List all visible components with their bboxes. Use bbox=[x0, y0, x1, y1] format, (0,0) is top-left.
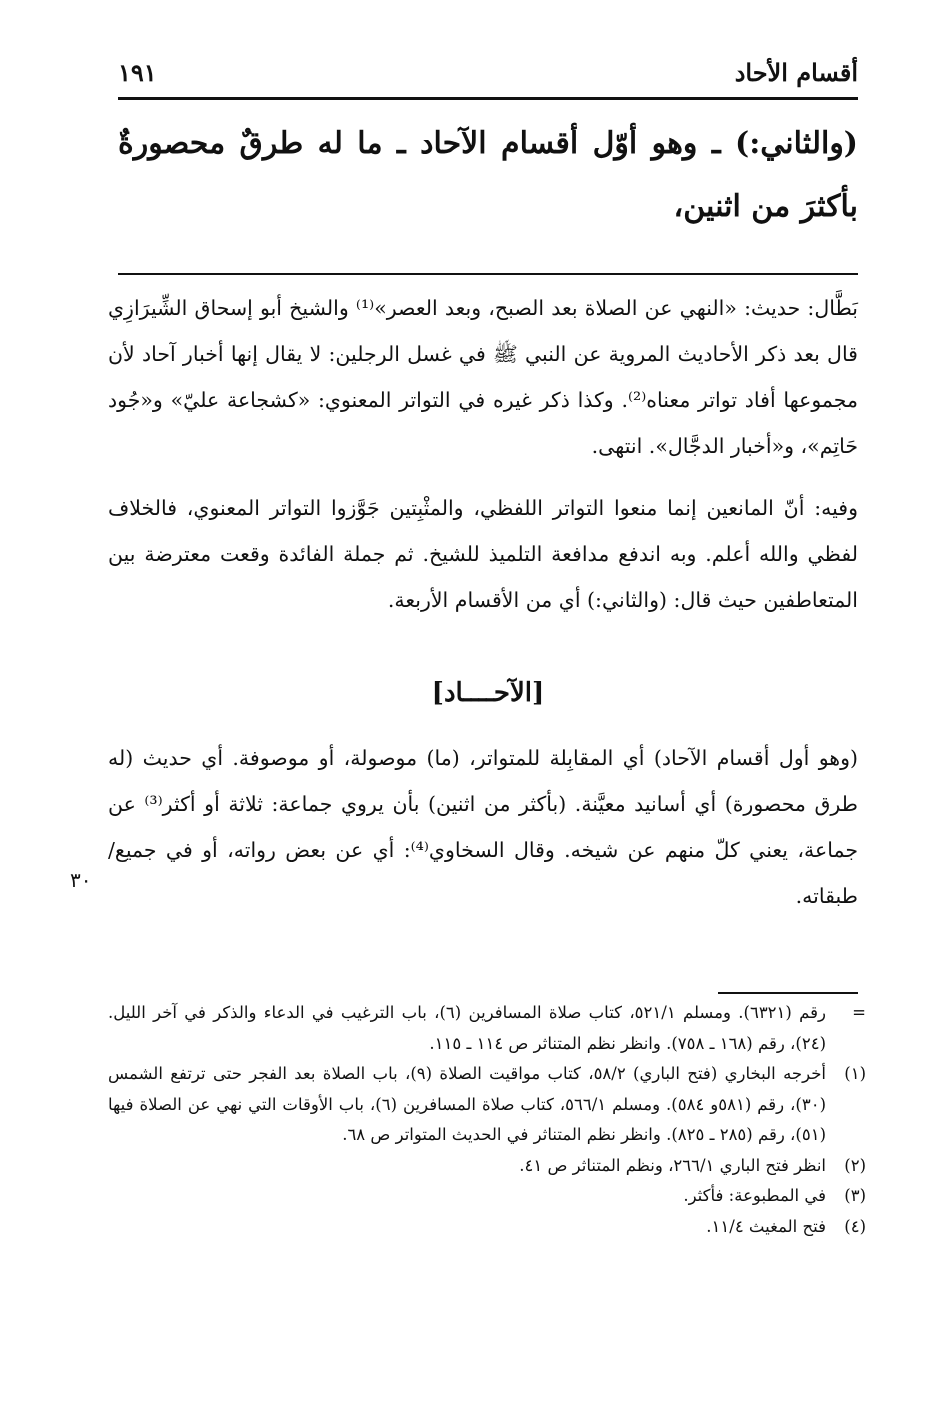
footnotes bbox=[108, 998, 866, 1242]
footnote-marker: (٣) bbox=[844, 1186, 866, 1205]
footnote-marker: (٢) bbox=[844, 1155, 866, 1175]
footnote-marker: = bbox=[852, 1003, 866, 1022]
footnote bbox=[108, 1212, 866, 1243]
page-number: ١٩١ bbox=[118, 58, 157, 87]
footnote-text: فتح المغيث ١١/٤. bbox=[706, 1216, 826, 1236]
header-rule bbox=[118, 97, 858, 100]
footnote-text: في المطبوعة: فأكثر. bbox=[683, 1186, 826, 1205]
footnote-marker: (٤) bbox=[844, 1216, 866, 1236]
margin-page-number: ٣٠ bbox=[70, 868, 92, 892]
footnote-rule bbox=[718, 992, 858, 994]
footnote bbox=[108, 1059, 866, 1151]
matn-text: (والثاني:) ـ وهو أوّل أقسام الآحاد ـ ما له طرقٌ محصورةٌ بأكثرَ من اثنين، bbox=[118, 126, 858, 224]
page-header bbox=[118, 58, 858, 96]
commentary-paragraph-2: وفيه: أنّ المانعين إنما منعوا التواتر اللفظي، والمثْبِتين جَوَّزوا التواتر المعنوي، فالخلاف لفظي والله أعلم. وبه اندفع مدافعة التلميذ للشيخ. ثم جملة الفائدة وقعت معترضة بين المتعاطفين حيث قال: (والثاني:) أي من الأقسام الأربعة. bbox=[108, 496, 858, 612]
footnote bbox=[108, 998, 866, 1059]
footnote bbox=[108, 1151, 866, 1182]
commentary-paragraph-1: بَطَّال: حديث: «النهي عن الصلاة بعد الصبح، وبعد العصر»⁽¹⁾ والشيخ أبو إسحاق الشِّيرَازِي قال بعد ذكر الأحاديث المروية عن النبي ﷺ في غسل الرجلين: لا يقال إنها أخبار آحاد لأن مجموعها أفاد تواتر معناه⁽²⁾. وكذا ذكر غيره في التواتر المعنوي: «كشجاعة عليّ» و«جُود حَاتِم»، و«أخبار الدجَّال». انتهى. bbox=[108, 296, 858, 458]
running-title: أقسام الأحاد bbox=[734, 58, 858, 87]
footnote bbox=[108, 1181, 866, 1212]
section-heading: [الآحــــاد] bbox=[431, 678, 545, 708]
footnote-marker: (١) bbox=[844, 1064, 866, 1083]
matn-divider bbox=[118, 273, 858, 275]
footnote-text: انظر فتح الباري ٢٦٦/١، ونظم المتناثر ص ٤١. bbox=[519, 1155, 826, 1175]
footnote-text: رقم (٦٣٢١). ومسلم ٥٢١/١، كتاب صلاة المسافرين (٦)، باب الترغيب في الدعاء والذكر في آخر الليل. (٢٤)، رقم (١٦٨ ـ ٧٥٨). وانظر نظم المتناثر ص ١١٤ ـ ١١٥. bbox=[108, 1003, 826, 1053]
commentary-paragraph-3: (وهو أول أقسام الآحاد) أي المقابِلة للمتواتر، (ما) موصولة، أو موصوفة. أي حديث (له طرق محصورة) أي أسانيد معيَّنة. (بأكثر من اثنين) بأن يروي جماعة: ثلاثة أو أكثر⁽³⁾ عن جماعة، يعني كلّ منهم عن شيخه. وقال السخاوي⁽⁴⁾: أي عن بعض رواته، أو في جميع/ طبقاته. bbox=[108, 746, 858, 908]
footnote-text: أخرجه البخاري (فتح الباري) ٥٨/٢، كتاب مواقيت الصلاة (٩)، باب الصلاة بعد الفجر حتى ترتفع الشمس (٣٠)، رقم (٥٨١و ٥٨٤). ومسلم ٥٦٦/١، كتاب صلاة المسافرين (٦)، باب الأوقات التي نهي عن الصلاة فيها (٥١)، رقم (٢٨٥ ـ ٨٢٥). وانظر نظم المتناثر في الحديث المتواتر ص ٦٨. bbox=[108, 1064, 826, 1144]
